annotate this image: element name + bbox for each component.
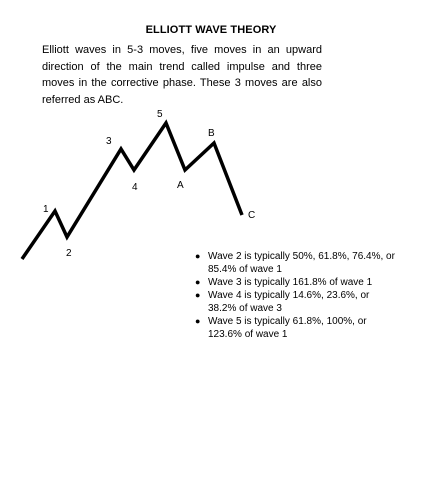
- bullet-icon: ●: [195, 290, 201, 300]
- bullet-icon: ●: [195, 277, 201, 287]
- note-item: [195, 289, 398, 315]
- bullet-icon: ●: [195, 251, 201, 261]
- wave-label-4: 4: [132, 182, 138, 193]
- note-item: [195, 276, 398, 289]
- note-text: Wave 4 is typically 14.6%, 23.6%, or 38.2% of wave 3: [208, 290, 370, 314]
- wave-label-a: A: [177, 180, 184, 191]
- note-item: [195, 250, 398, 276]
- bullet-icon: ●: [195, 316, 201, 326]
- note-item: [195, 315, 398, 341]
- note-text: Wave 5 is typically 61.8%, 100%, or 123.6% of wave 1: [208, 316, 367, 340]
- wave-label-1: 1: [43, 204, 49, 215]
- page-title: ELLIOTT WAVE THEORY: [145, 24, 277, 36]
- wave-label-2: 2: [66, 248, 72, 259]
- intro-paragraph: Elliott waves in 5-3 moves, five moves in an upward direction of the main trend called impulse and three moves in the corrective phase. These 3 moves are also referred as ABC.: [42, 44, 322, 106]
- wave-label-c: C: [248, 210, 256, 221]
- note-text: Wave 2 is typically 50%, 61.8%, 76.4%, or 85.4% of wave 1: [208, 251, 395, 275]
- wave-label-5: 5: [157, 109, 163, 120]
- note-text: Wave 3 is typically 161.8% of wave 1: [208, 277, 373, 288]
- wave-label-b: B: [208, 128, 215, 139]
- wave-ratio-notes: [195, 250, 398, 341]
- wave-label-3: 3: [106, 136, 112, 147]
